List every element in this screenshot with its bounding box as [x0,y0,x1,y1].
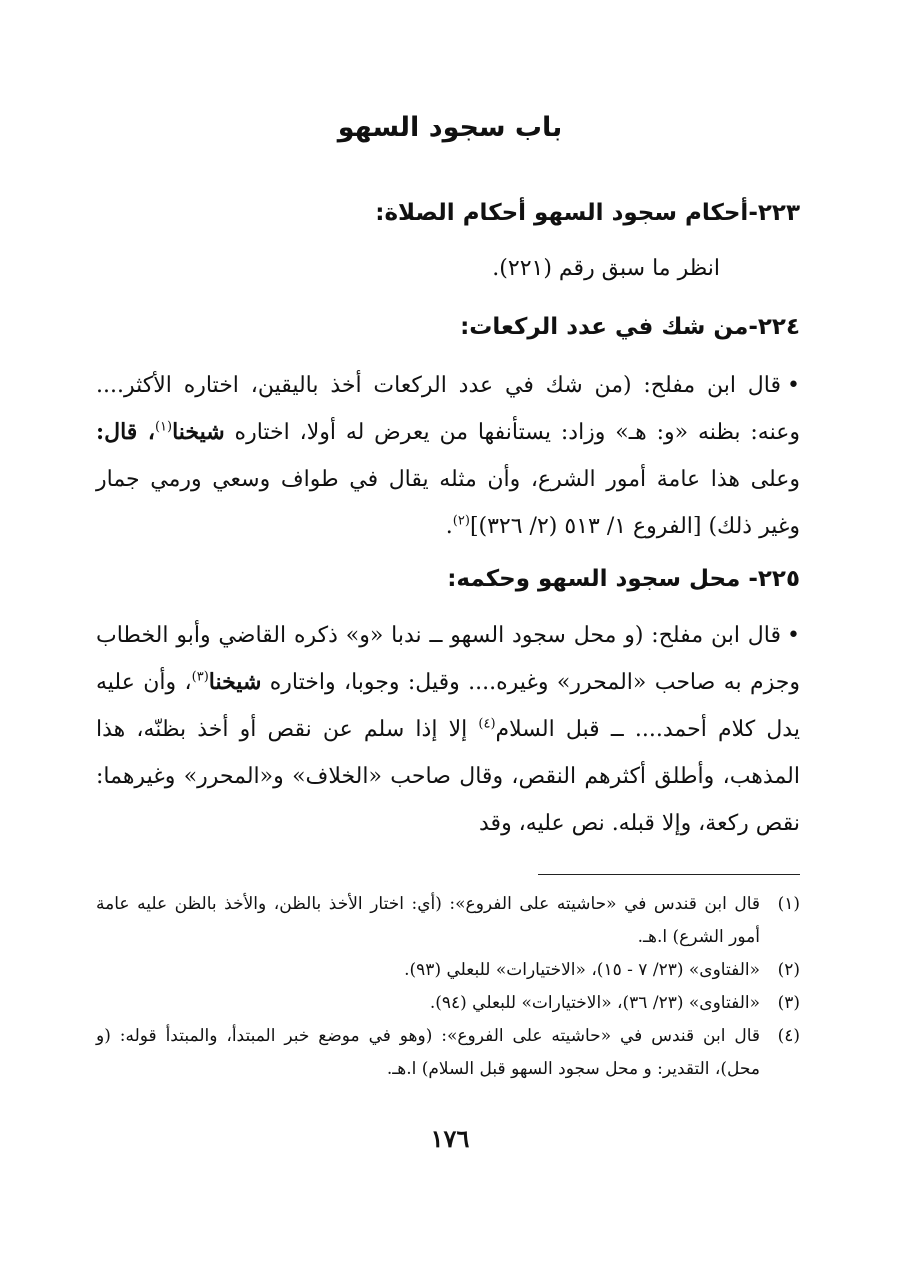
footnote-text: قال ابن قندس في «حاشيته على الفروع»: (وهو في موضع خبر المبتدأ، والمبتدأ قوله: (و محل)، التقدير: و محل سجود السهو قبل السلام) ا.هـ. [96,1026,760,1079]
section-225-paragraph [96,612,800,847]
footnote [96,1020,800,1086]
footnote-number: (٤) [777,1026,800,1046]
footnote-number: (٣) [777,993,800,1013]
section-225-continuation: إلا إذا سلم عن نقص أو أخذ بظنّه، هذا المذهب، وأطلق أكثرهم النقص، وقال صاحب «الخلاف» و«المحرر» وغيرهما: نقص ركعة، وإلا قبله. نص عليه، وقد [96,717,800,836]
shaykh-label: شيخنا [172,419,225,445]
footnote [96,888,800,954]
chapter-title: باب سجود السهو [337,112,563,143]
section-225-heading: ٢٢٥- محل سجود السهو وحكمه: [447,566,800,592]
section-223-heading: ٢٢٣-أحكام سجود السهو أحكام الصلاة: [375,200,800,226]
footnotes [96,888,800,1086]
end-period: . [445,514,453,539]
section-224-intro: قال ابن مفلح: (من شك في عدد الركعات أخذ باليقين، اختاره الأكثر.... وعنه: بظنه «و: هـ» وزاد: يستأنفها من يعرض له أولا، اختاره [96,373,800,445]
section-224-paragraph [96,362,800,550]
footnote [96,987,800,1020]
qala-label: ، قال: [96,419,155,445]
section-223-text: انظر ما سبق رقم (٢٢١). [492,256,720,281]
bullet-icon: • [787,623,800,648]
page-number: ١٧٦ [430,1124,470,1153]
section-224-heading: ٢٢٤-من شك في عدد الركعات: [460,314,800,340]
shaykh-label: شيخنا [208,669,262,695]
footnote-separator [538,874,800,875]
footnote-text: قال ابن قندس في «حاشيته على الفروع»: (أي: اختار الأخذ بالظن، والأخذ بالظن عليه عامة أمور الشرع) ا.هـ. [96,894,760,947]
section-224-continuation: وعلى هذا عامة أمور الشرع، وأن مثله يقال في طواف وسعي ورمي جمار وغير ذلك) [الفروع ١/ ٥١٣ (٢/ ٣٢٦)] [96,467,800,539]
section-225-intro: قال ابن مفلح: (و محل سجود السهو ــ ندبا «و» ذكره القاضي وأبو الخطاب وجزم به صاحب «المحرر» وغيره.... وقيل: وجوبا، واختاره [96,623,800,695]
bullet-icon: • [787,373,800,398]
footnote-text: «الفتاوى» (٢٣/ ٧ - ١٥)، «الاختيارات» للبعلي (٩٣). [404,960,760,980]
footnote-number: (١) [777,894,800,914]
footnote-text: «الفتاوى» (٢٣/ ٣٦)، «الاختيارات» للبعلي (٩٤). [429,993,760,1013]
footnote [96,954,800,987]
footnote-ref-1: (١) [154,419,173,435]
section-225-middle: ، وأن عليه يدل كلام أحمد.... ــ قبل السلام [96,670,800,742]
footnote-ref-3: (٣) [191,669,209,685]
footnote-number: (٢) [777,960,800,980]
footnote-ref-2: (٢) [452,513,470,529]
footnote-ref-4: (٤) [478,716,496,732]
